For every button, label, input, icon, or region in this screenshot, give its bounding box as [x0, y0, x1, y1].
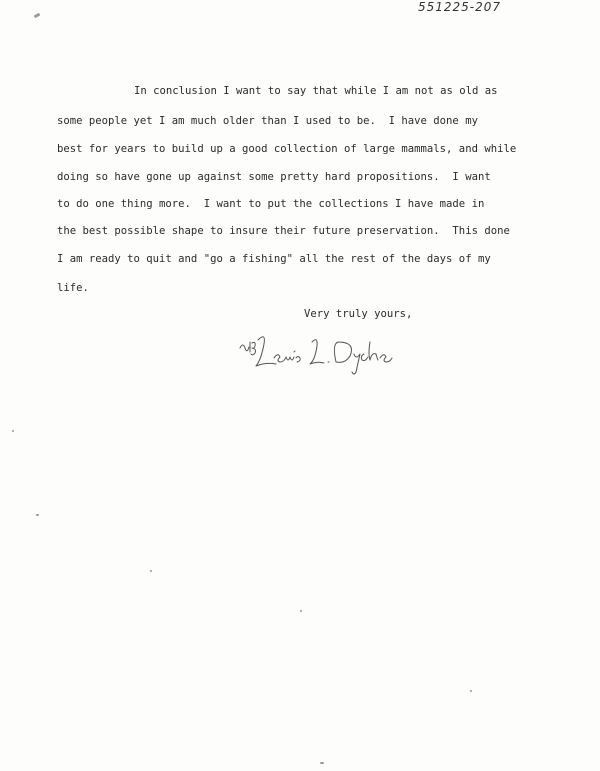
body-line-1: In conclusion I want to say that while I am not as old as — [134, 85, 498, 97]
scan-speck — [470, 690, 472, 692]
closing-salutation: Very truly yours, — [304, 308, 413, 320]
body-line-2: some people yet I am much older than I used to be. I have done my — [57, 115, 478, 127]
body-line-3: best for years to build up a good collection of large mammals, and while — [57, 143, 517, 155]
body-line-6: the best possible shape to insure their future preservation. This done — [57, 225, 510, 237]
scan-speck — [34, 13, 41, 19]
scan-speck — [300, 610, 302, 612]
body-line-4: doing so have gone up against some pretty hard propositions. I want — [57, 171, 491, 183]
document-id-stamp: 551225-207 — [418, 0, 502, 14]
scan-speck — [150, 570, 152, 572]
handwritten-signature — [238, 328, 408, 378]
scan-speck — [12, 430, 14, 432]
scan-speck — [320, 762, 324, 764]
body-line-5: to do one thing more. I want to put the collections I have made in — [57, 198, 485, 210]
body-line-7: I am ready to quit and "go a fishing" all the rest of the days of my — [57, 253, 491, 265]
body-line-8: life. — [57, 282, 89, 294]
scan-speck — [36, 514, 39, 516]
